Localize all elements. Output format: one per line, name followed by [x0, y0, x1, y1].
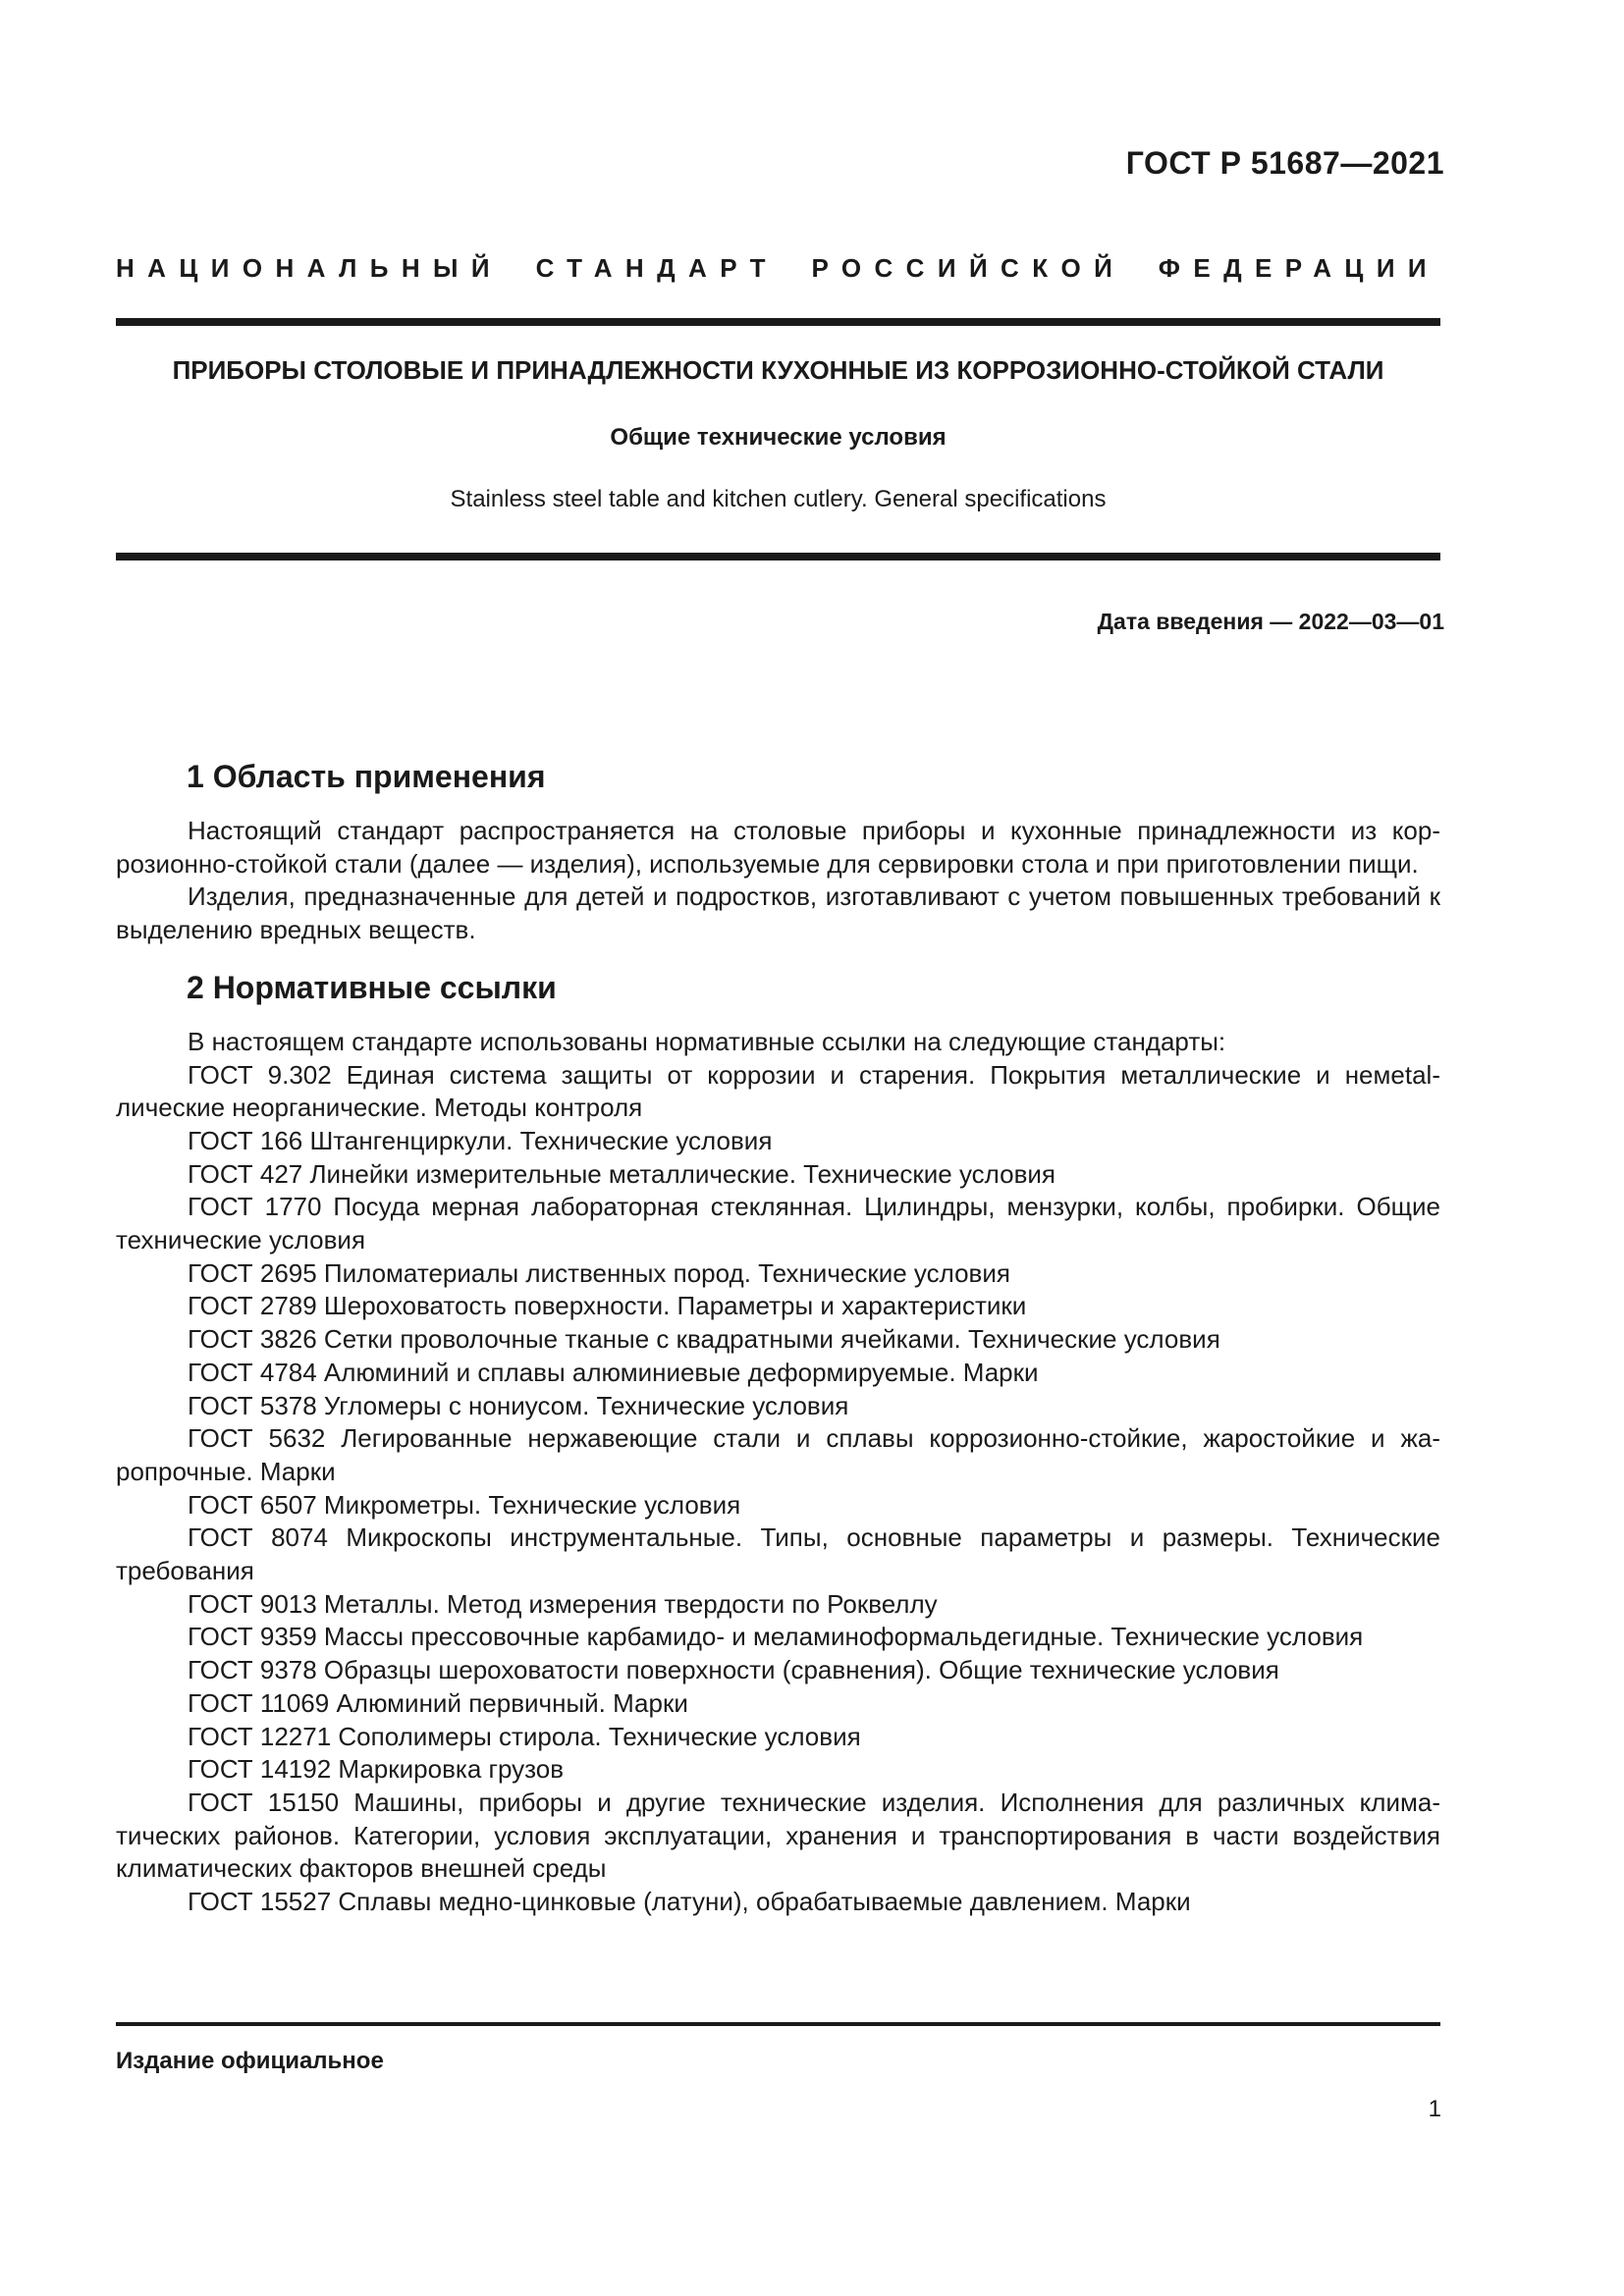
reference-item: ГОСТ 15527 Сплавы медно-цинковые (латуни), обрабатываемые давлением. Марки — [188, 1887, 1191, 1917]
section-heading: 1 Область применения — [187, 759, 546, 794]
reference-item: ГОСТ 6507 Микрометры. Технические условия — [188, 1489, 741, 1520]
reference-item: ГОСТ 9.302 Единая система защиты от коррозии и старения. Покрытия металлические и немetalлические неорганические. Методы контроля — [116, 1059, 1440, 1123]
document-code: ГОСТ Р 51687—2021 — [1125, 145, 1444, 181]
section-scope — [116, 754, 1440, 947]
reference-list — [116, 1059, 1440, 1919]
reference-item: ГОСТ 1770 Посуда мерная лабораторная стеклянная. Цилиндры, мензурки, колбы, пробирки. Общие технические условия — [116, 1192, 1440, 1255]
reference-item: ГОСТ 9359 Массы прессовочные карбамидо- и меламиноформальдегидные. Технические условия — [188, 1622, 1364, 1652]
reference-item: ГОСТ 2695 Пиломатериалы лиственных пород. Технические условия — [188, 1257, 1010, 1288]
footer-divider — [116, 2022, 1440, 2026]
reference-item: ГОСТ 9378 Образцы шероховатости поверхности (сравнения). Общие технические условия — [188, 1655, 1279, 1685]
reference-item: ГОСТ 14192 Маркировка грузов — [188, 1754, 565, 1785]
section-heading: 2 Нормативные ссылки — [187, 969, 557, 1005]
paragraph: В настоящем стандарте использованы нормативные ссылки на следующие стандарты: — [188, 1026, 1226, 1056]
official-edition-label: Издание официальное — [116, 2048, 384, 2074]
document-title: ПРИБОРЫ СТОЛОВЫЕ И ПРИНАДЛЕЖНОСТИ КУХОННЫЕ ИЗ КОРРОЗИОННО-СТОЙКОЙ СТАЛИ — [172, 355, 1384, 385]
english-title: Stainless steel table and kitchen cutlery. General specifications — [450, 486, 1107, 512]
reference-item: ГОСТ 2789 Шероховатость поверхности. Параметры и характеристики — [188, 1291, 1027, 1321]
introduction-date: Дата введения — 2022—03—01 — [1097, 609, 1444, 634]
reference-item: ГОСТ 11069 Алюминий первичный. Марки — [188, 1687, 688, 1718]
reference-item: ГОСТ 9013 Металлы. Метод измерения твердости по Роквеллу — [188, 1588, 938, 1619]
reference-item: ГОСТ 4784 Алюминий и сплавы алюминиевые деформируемые. Марки — [188, 1357, 1039, 1387]
reference-item: ГОСТ 166 Штангенциркули. Технические условия — [188, 1125, 773, 1155]
reference-item: ГОСТ 15150 Машины, приборы и другие технические изделия. Исполнения для различных климатических районов. Категории, условия эксплуатации, хранения и транспортирования в части воздействия климатических факторов внешней среды — [116, 1787, 1440, 1884]
title-divider — [116, 553, 1440, 561]
national-standard-banner: НАЦИОНАЛЬНЫЙ СТАНДАРТ РОССИЙСКОЙ ФЕДЕРАЦИИ — [116, 253, 1439, 283]
reference-item: ГОСТ 12271 Сополимеры стирола. Технические условия — [188, 1721, 861, 1751]
reference-item: ГОСТ 427 Линейки измерительные металлические. Технические условия — [188, 1158, 1056, 1189]
page-number: 1 — [1428, 2096, 1441, 2122]
reference-item: ГОСТ 5632 Легированные нержавеющие стали и сплавы коррозионно-стойкие, жаростойкие и жаропрочные. Марки — [116, 1423, 1440, 1486]
section-normative-references — [116, 965, 1440, 1919]
reference-item: ГОСТ 5378 Угломеры с нониусом. Технические условия — [188, 1390, 849, 1420]
header-divider — [116, 318, 1440, 326]
document-body — [116, 754, 1440, 1919]
paragraph: Изделия, предназначенные для детей и подростков, изготавливают с учетом повышенных требований к выделению вредных веществ. — [116, 881, 1440, 945]
reference-item: ГОСТ 3826 Сетки проволочные тканые с квадратными ячейками. Технические условия — [188, 1324, 1220, 1355]
document-subtitle: Общие технические условия — [610, 424, 947, 451]
paragraph: Настоящий стандарт распространяется на столовые приборы и кухонные принадлежности из коррозионно-стойкой стали (далее — изделия), используемые для сервировки стола и при приготовлении пищи. — [116, 816, 1440, 879]
reference-item: ГОСТ 8074 Микроскопы инструментальные. Типы, основные параметры и размеры. Технические требования — [116, 1522, 1440, 1586]
